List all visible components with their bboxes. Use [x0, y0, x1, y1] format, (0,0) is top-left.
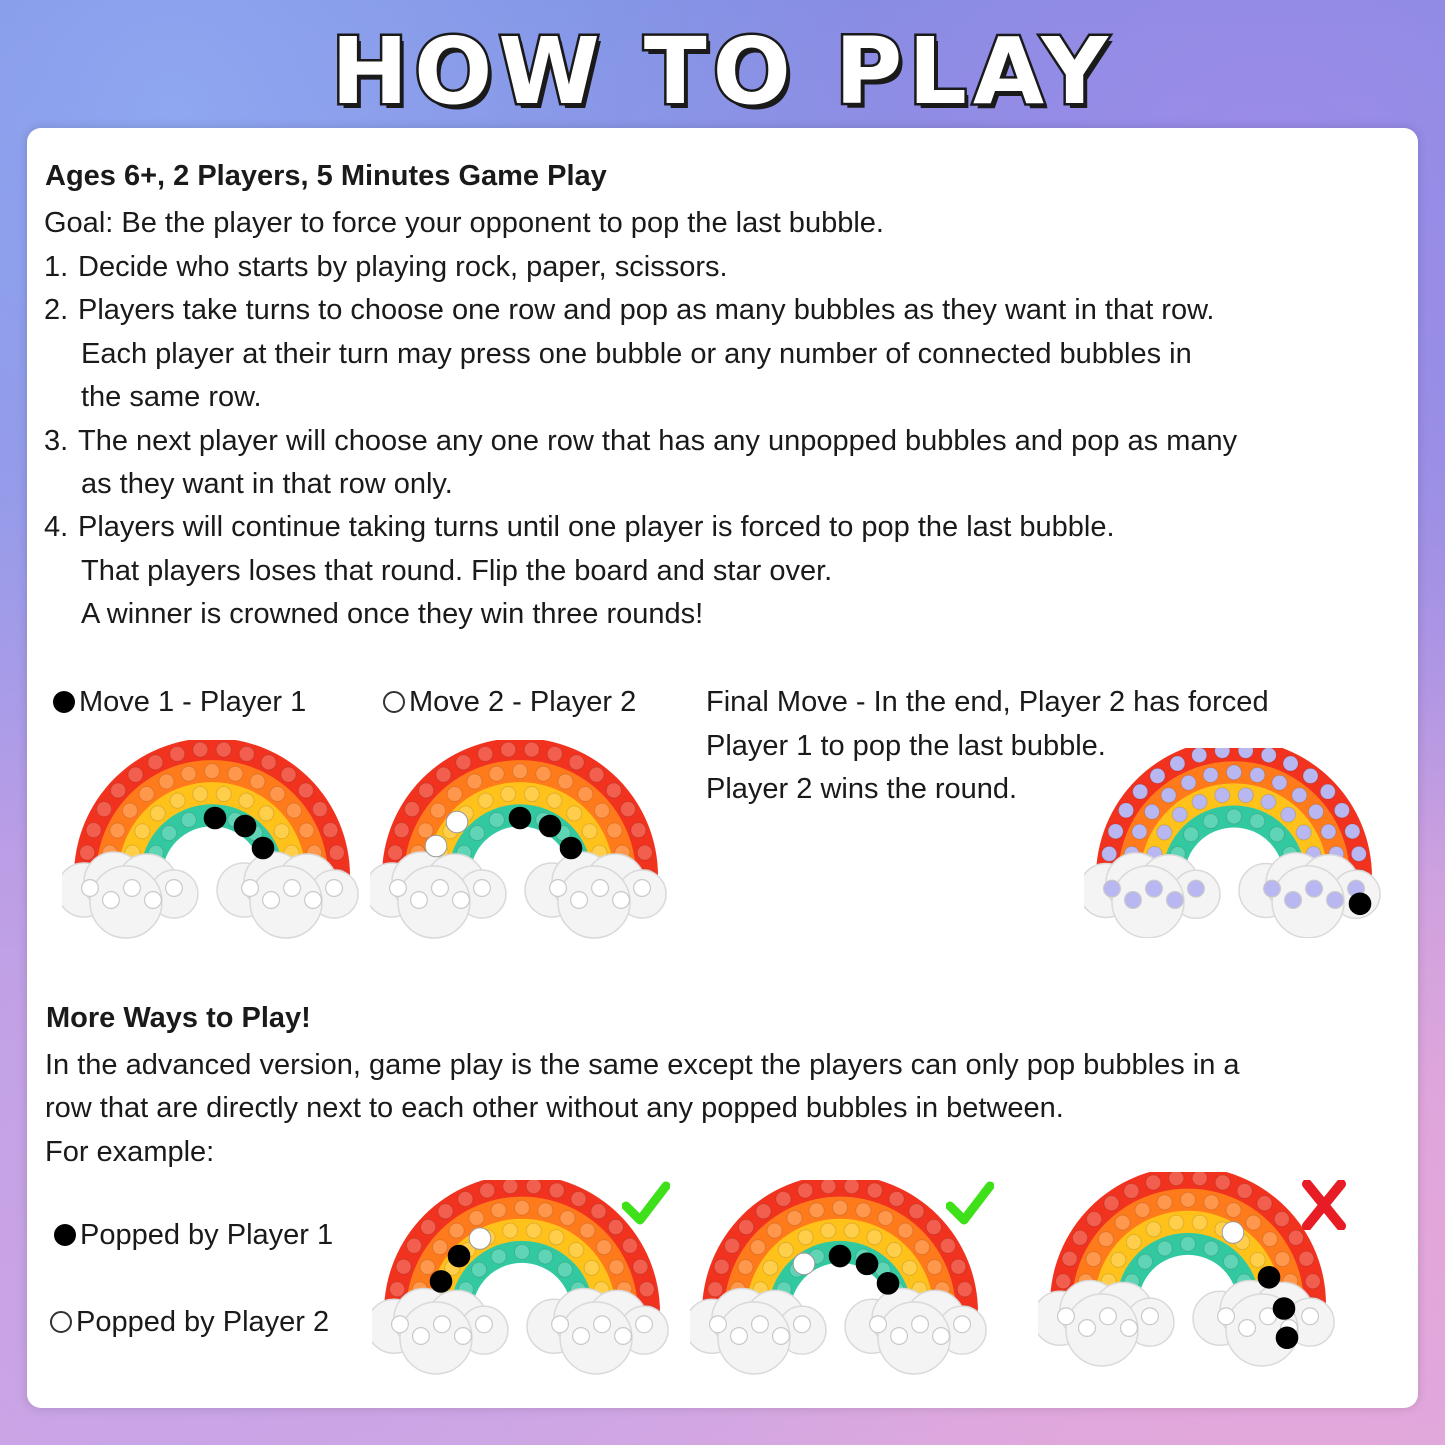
rainbow-board-example-2 — [690, 1180, 990, 1375]
rule-1-number: 1. — [44, 251, 69, 283]
legend-player-1-text: Popped by Player 1 — [80, 1219, 334, 1251]
game-info-heading: Ages 6+, 2 Players, 5 Minutes Game Play — [45, 160, 607, 192]
rainbow-board-example-3 — [1038, 1172, 1338, 1367]
filled-circle-icon — [53, 691, 75, 713]
check-mark-icon — [622, 1180, 670, 1228]
rule-2-line: the same row. — [81, 381, 262, 413]
legend-player-2-text: Popped by Player 2 — [76, 1306, 330, 1338]
rule-3-number: 3. — [44, 425, 69, 457]
advanced-text: For example: — [45, 1136, 215, 1168]
advanced-text: row that are directly next to each other without any popped bubbles in between. — [45, 1092, 1064, 1124]
final-move-line: Final Move - In the end, Player 2 has forced — [706, 686, 1269, 718]
open-circle-icon — [383, 691, 405, 713]
rainbow-board-move-1 — [62, 740, 362, 940]
x-mark-icon — [1302, 1180, 1346, 1230]
filled-circle-icon — [54, 1224, 76, 1246]
rule-2-number: 2. — [44, 294, 69, 326]
advanced-text: In the advanced version, game play is the same except the players can only pop bubbles in a — [45, 1049, 1240, 1081]
rule-4-number: 4. — [44, 511, 69, 543]
rule-2-line: Players take turns to choose one row and pop as many bubbles as they want in that row. — [78, 294, 1215, 326]
rule-4-line: That players loses that round. Flip the board and star over. — [81, 555, 833, 587]
check-mark-icon — [946, 1180, 994, 1228]
open-circle-icon — [50, 1311, 72, 1333]
rule-2-line: Each player at their turn may press one bubble or any number of connected bubbles in — [81, 338, 1192, 370]
move-2-label — [383, 681, 636, 724]
legend-player-2 — [50, 1301, 329, 1344]
move-1-label — [53, 681, 306, 724]
goal-text: Goal: Be the player to force your opponent to pop the last bubble. — [44, 207, 884, 239]
more-ways-heading: More Ways to Play! — [46, 1002, 311, 1034]
page-title: HOW TO PLAY — [331, 18, 1114, 125]
rule-4-line: Players will continue taking turns until one player is forced to pop the last bubble. — [78, 511, 1115, 543]
rule-1-line: Decide who starts by playing rock, paper, scissors. — [78, 251, 728, 283]
rule-3-line: The next player will choose any one row that has any unpopped bubbles and pop as many — [78, 425, 1238, 457]
final-move-line: Player 1 to pop the last bubble. — [706, 730, 1106, 762]
move-1-text: Move 1 - Player 1 — [79, 686, 307, 718]
legend-player-1 — [54, 1214, 333, 1257]
rule-4-line: A winner is crowned once they win three rounds! — [81, 598, 704, 630]
rule-3-line: as they want in that row only. — [81, 468, 453, 500]
move-2-text: Move 2 - Player 2 — [409, 686, 637, 718]
rainbow-board-final — [1084, 748, 1384, 938]
rainbow-board-move-2 — [370, 740, 670, 940]
final-move-line: Player 2 wins the round. — [706, 773, 1018, 805]
